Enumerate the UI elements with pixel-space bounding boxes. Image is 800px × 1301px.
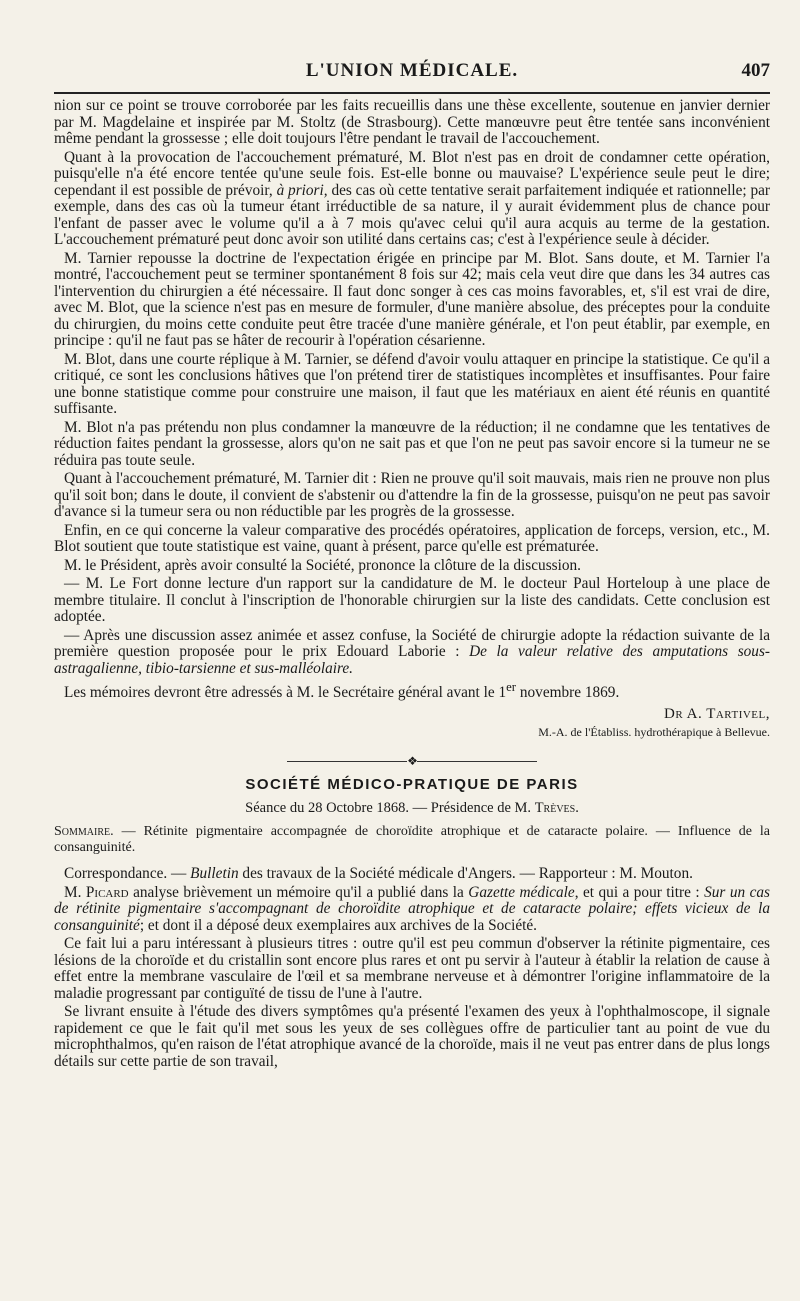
paragraph: Quant à la provocation de l'accouchement prématuré, M. Blot n'est pas en droit de condamner cette opération, puisqu'elle n'a été encore tentée qu'une seule fois. Est-elle bonne ou mauvaise? L'expérience seule peut le dire; cependant il est possible de prévoir, à priori, des cas où cette tentative serait parfaitement indiquée et rationnelle; par exemple, dans des cas où la tumeur étant irréductible de sa nature, il y aurait évidemment plus de chance pour l'enfant de passer avec le volume qu'il a à 7 mois qu'avec celui qu'il aura acquis au terme de la gestation. L'accouchement prématuré peut donc avoir son utilité dans certains cas; c'est à l'expérience seule à décider. xyxy=(54,148,771,248)
section-ornament: ❖ xyxy=(54,753,770,770)
paragraph: Se livrant ensuite à l'étude des divers symptômes qu'a présenté l'examen des yeux à l'ophthalmoscope, il signale rapidement ce que le fait qu'il met sous les yeux de ses collègues offre de particulier tant au point de vue du microphthalmos, qu'en raison de l'état atrophique avancé de la choroïde, mais il ne veut pas entrer dans de plus longs détails sur cette partie de son travail, xyxy=(54,1003,770,1070)
sommaire: Sommaire. — Rétinite pigmentaire accompagnée de choroïdite atrophique et de cataracte polaire. — Influence de la consanguinité. xyxy=(54,824,770,856)
paragraph: M. Tarnier repousse la doctrine de l'expectation érigée en principe par M. Blot. Sans doute, et M. Tarnier l'a montré, l'accouchement peut se terminer spontanément 8 fois sur 42; mais cela veut dire que dans les 34 autres cas l'intervention du chirurgien a été nécessaire. Il faut donc songer à ces cas moins favorables, et, s'il est vrai de dire, avec M. Blot, que la science n'est pas en mesure de formuler, d'une manière absolue, des préceptes pour la conduite du chirurgien, du moins cette conduite peut être tracée d'une manière générale, et l'on peut établir, par exemple, en principe : qu'il ne faut pas se hâter de recourir à l'opération césarienne. xyxy=(54,249,770,349)
running-header xyxy=(54,60,770,84)
paragraph: Quant à l'accouchement prématuré, M. Tarnier dit : Rien ne prouve qu'il soit mauvais, mais rien ne prouve non plus qu'il soit bon; dans le doute, il convient de s'abstenir ou d'attendre la fin de la grossesse, puisqu'on ne peut pas savoir d'avance si la tumeur sera ou non réductible par les progrès de la grossesse. xyxy=(54,470,770,520)
paragraph: Enfin, en ce qui concerne la valeur comparative des procédés opératoires, application de forceps, version, etc., M. Blot soutient que toute statistique est vaine, quant à présent, parce qu'elle est prématurée. xyxy=(54,521,770,555)
author-affiliation: M.-A. de l'Établiss. hydrothérapique à Bellevue. xyxy=(538,725,770,740)
paragraph: M. le Président, après avoir consulté la Société, prononce la clôture de la discussion. xyxy=(64,556,581,574)
header-rule xyxy=(54,92,770,94)
paragraph: M. Blot n'a pas prétendu non plus condamner la manœuvre de la réduction; il ne condamne que les tentatives de réduction faites pendant la grossesse, alors qu'on ne sait pas et que l'on ne peut pas savoir encore si la tumeur ne se réduira pas toute seule. xyxy=(54,418,770,469)
seance-line: Séance du 28 Octobre 1868. — Présidence de M. Trèves. xyxy=(245,799,579,816)
paragraph: M. Blot, dans une courte réplique à M. Tarnier, se défend d'avoir voulu attaquer en principe la statistique. Ce qu'il a critiqué, ce sont les conclusions hâtives que l'on prétend tirer de statistiques incomplètes et insuffisantes. Pour faire une bonne statistique comme pour construire une maison, il faut que les matériaux en aient été réunis en quantité suffisante. xyxy=(54,350,770,417)
page-number: 407 xyxy=(741,60,770,81)
paragraph: nion sur ce point se trouve corroborée par les faits recueillis dans une thèse excellente, soutenue en janvier dernier par M. Magdelaine et inspirée par M. Stoltz (de Strasbourg). Cette manœuvre peut être tentée sans inconvénient même pendant la grossesse ; elle doit toujours l'être pendant le travail de l'accouchement. xyxy=(54,97,770,147)
journal-title: L'UNION MÉDICALE. xyxy=(305,60,519,81)
section-title: SOCIÉTÉ MÉDICO-PRATIQUE DE PARIS xyxy=(245,776,579,794)
paragraph: — M. Le Fort donne lecture d'un rapport sur la candidature de M. le docteur Paul Horteloup à une place de membre titulaire. Il conclut à l'inscription de l'honorable chirurgien sur la liste des candidats. Cette conclusion est adoptée. xyxy=(54,575,770,625)
picard-paragraph: M. Picard analyse brièvement un mémoire qu'il a publié dans la Gazette médicale, et qui a pour titre : Sur un cas de rétinite pigmentaire s'accompagnant de choroïdite atrophique et de cataracte polaire; effets vicieux de la consanguinité; et dont il a déposé deux exemplaires aux archives de la Société. xyxy=(54,883,770,934)
prix-paragraph: — Après une discussion assez animée et assez confuse, la Société de chirurgie adopte la rédaction suivante de la première question proposée pour le prix Edouard Laborie : De la valeur relative des amputations sous-astragalienne, tibio-tarsienne et sus-malléolaire. xyxy=(54,626,770,677)
signature xyxy=(54,706,770,741)
memoires-paragraph: Les mémoires devront être adressés à M. le Secrétaire général avant le 1er novembre 1869. xyxy=(64,680,620,702)
correspondance-paragraph: Correspondance. — Bulletin des travaux de la Société médicale d'Angers. — Rapporteur : M. Mouton. xyxy=(64,865,693,883)
paragraph: Ce fait lui a paru intéressant à plusieurs titres : outre qu'il est peu commun d'observer la rétinite pigmentaire, ces lésions de la choroïde et du cristallin sont encore plus rares et ont pu servir à l'auteur à établir la relation de cause à effet entre la membrane vasculaire de l'œil et sa membrane nerveuse et à démontrer l'origine inflammatoire de la maladie progressant par contiguïté de tissu de l'une à l'autre. xyxy=(54,935,770,1002)
author-name: Dr A. Tartivel, xyxy=(664,705,770,722)
article-body xyxy=(54,98,770,1072)
